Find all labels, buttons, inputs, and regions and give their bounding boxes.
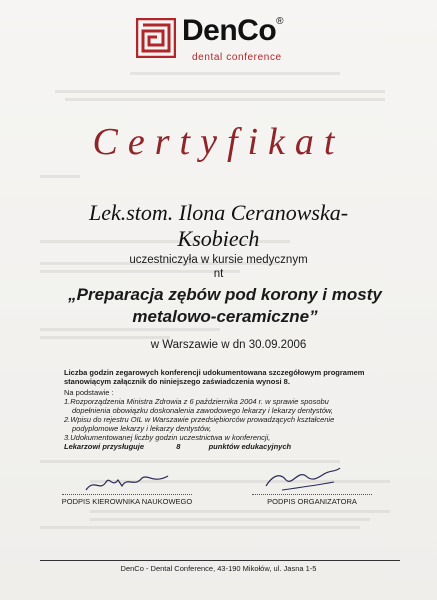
points-value: 8 [176,442,181,451]
hours-line-1: Liczba godzin zegarowych konferencji udokumentowana szczegółowym programem [64,368,365,377]
reverse-show-through [40,328,220,331]
course-title-line-2: metalowo-ceramiczne” [132,307,318,326]
hours-line-2: stanowiącym załącznik do niniejszego zaświadczenia wynosi 8. [64,377,290,386]
basis-item: 3.Udokumentowanej liczby godzin uczestnictwa w konferencji, [64,433,271,442]
place-date-text: w Warszawie w dn 30.09.2006 [150,339,307,351]
basis-label: Na podstawie : [64,388,114,397]
certificate-title: Certyfikat [92,121,345,163]
maze-logo-icon [136,18,176,58]
basis-item: 2.Wpisu do rejestru OIL w Warszawie przedsiębiorców prowadzących kształcenie [64,415,335,424]
signature-line-right [252,494,372,495]
reverse-show-through [55,90,385,93]
denco-logo [136,14,304,68]
recipient-name-line-2: Ksobiech [177,226,260,251]
points-label: Lekarzowi przysługuje [64,442,145,451]
basis-item: podyplomowe lekarzy i lekarzy dentystów, [72,424,212,433]
reverse-show-through [40,526,360,529]
logo-subtitle: dental conference [192,52,282,63]
participation-text: uczestniczyła w kursie medycznym [129,254,308,266]
signature-line-left [62,494,192,495]
logo-wordmark: DenCo® [182,14,284,47]
footer-rule [40,560,400,561]
basis-item: dopełnienia obowiązku doskonalenia zawodowego lekarzy i lekarzy dentystów, [72,406,333,415]
footer-address: DenCo - Dental Conference, 43-190 Mikołów, ul. Jasna 1-5 [120,564,317,573]
basis-item: 1.Rozporządzenia Ministra Zdrowia z 6 października 2004 r. w sprawie sposobu [64,397,329,406]
course-title-line-1: „Preparacja zębów pod korony i mosty [68,285,382,304]
signature-label-right: PODPIS ORGANIZATORA [267,497,357,506]
reverse-show-through [130,72,340,75]
reverse-show-through [40,175,80,178]
reverse-show-through [90,518,370,521]
organizer-signature [262,462,342,492]
points-unit: punktów edukacyjnych [208,442,292,451]
reverse-show-through [65,98,385,101]
signature-label-left: PODPIS KIEROWNIKA NAUKOWEGO [61,497,193,506]
points-line [64,442,404,452]
reverse-show-through [90,510,390,513]
scientific-director-signature [82,468,172,496]
nt-text: nt [213,268,224,280]
recipient-name-line-1: Lek.stom. Ilona Ceranowska- [88,200,349,225]
hours-value: 8. [283,377,290,386]
